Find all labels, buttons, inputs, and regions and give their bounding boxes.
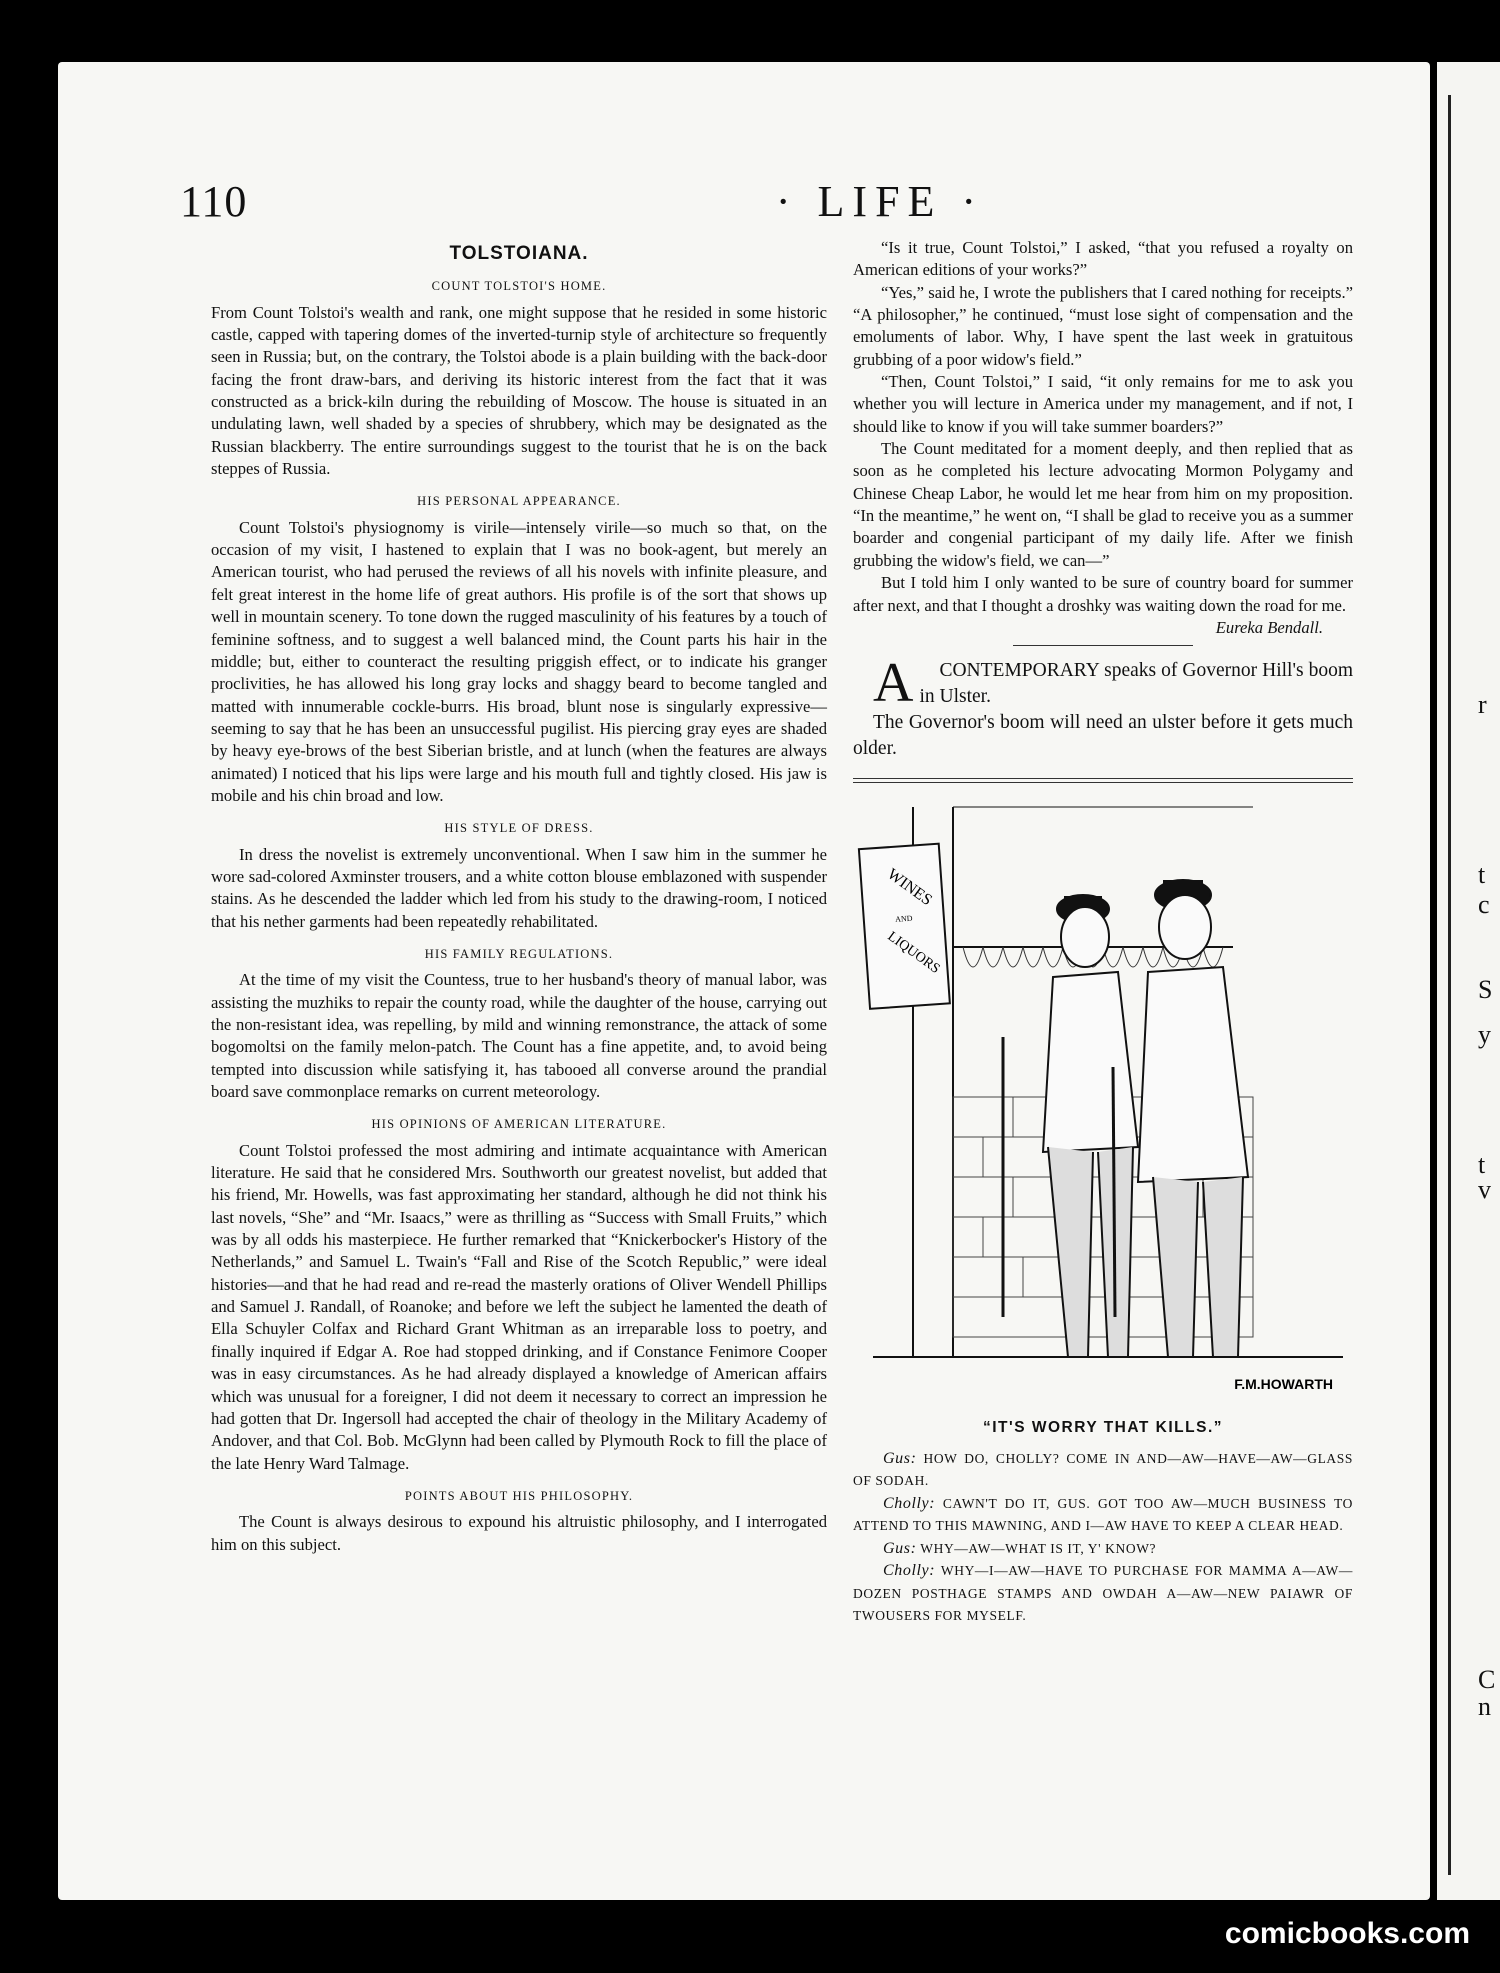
edge-fragment: y bbox=[1478, 1020, 1491, 1049]
cartoon-caption-title: “IT'S WORRY THAT KILLS.” bbox=[982, 1419, 1224, 1437]
page-header bbox=[180, 176, 1360, 236]
section-heading: HIS PERSONAL APPEARANCE. bbox=[417, 494, 621, 509]
dialog-line bbox=[853, 1538, 1353, 1561]
edge-fragment: v bbox=[1478, 1175, 1491, 1204]
paragraph: The Count is always desirous to expound his altruistic philosophy, and I interrogated him on this subject. bbox=[211, 1512, 827, 1554]
edge-fragment: t bbox=[1478, 1150, 1486, 1179]
dialog-text: WHY—AW—WHAT IS IT, Y' KNOW? bbox=[920, 1540, 1157, 1556]
sign-text: AND bbox=[894, 913, 913, 925]
drop-cap: A bbox=[873, 652, 914, 715]
hill-item bbox=[853, 652, 1353, 762]
masthead: · LIFE · bbox=[775, 177, 985, 226]
section-heading: HIS OPINIONS OF AMERICAN LITERATURE. bbox=[371, 1117, 667, 1132]
dialog-line bbox=[853, 1493, 1353, 1538]
section-heading: COUNT TOLSTOI'S HOME. bbox=[431, 279, 607, 294]
dialog-line bbox=[853, 1560, 1353, 1628]
page-gutter bbox=[1448, 95, 1451, 1875]
edge-fragment: r bbox=[1478, 690, 1487, 719]
section-heading: HIS STYLE OF DRESS. bbox=[444, 821, 594, 836]
paragraph: Count Tolstoi's physiognomy is virile—intensely virile—so much so that, on the occasion of my visit, I hastened to explain that I was no book-agent, but merely an American tourist, who had perused the reviews of all his novels with infinite pleasure, and felt great interest in the home life of great authors. His profile is of the sort that shows up well in mountain scenery. To tone down the rugged masculinity of his features by a touch of feminine softness, and to suggest a well balanced mind, the Count parts his hair in the middle; but, either to counteract the resulting priggish effect, or to indicate his granger proclivities, he has allowed his long gray locks and shaggy beard to become tangled and matted with innumerable cockle-burrs. His broad, blunt nose is singularly expressive—seeming to say that he has been an unsuccessful pugilist. His piercing gray eyes are shaded by heavy eye-brows of the best Siberian bristle, and at lunch (when the features are always animated) I noticed that his lips were large and his mouth full and tightly closed. His jaw is mobile and his chin broad and low. bbox=[211, 517, 827, 805]
paragraph: From Count Tolstoi's wealth and rank, one might suppose that he resided in some historic castle, capped with tapering domes of the inverted-turnip style of architecture so frequently seen in Russia; but, on the contrary, the Tolstoi abode is a plain building with the back-door facing the front draw-bars, and deriving its historic interest from the fact that it was constructed as a brick-kiln during the rebuilding of Moscow. The house is situated in an undulating lawn, well shaded by a species of shrubbery, which may be designated as the Russian blackberry. The entire surroundings suggest to the tourist that he is on the back steppes of Russia. bbox=[211, 302, 827, 479]
divider bbox=[1013, 645, 1193, 646]
page-number: 110 bbox=[180, 177, 248, 226]
paragraph: The Governor's boom will need an ulster before it gets much older. bbox=[853, 712, 1353, 760]
article-title: TOLSTOIANA. bbox=[449, 243, 589, 264]
edge-fragment: c bbox=[1478, 890, 1490, 919]
paragraph: At the time of my visit the Countess, true to her husband's theory of manual labor, was assisting the muzhiks to repair the county road, while the daughter of the house, carrying out the non-resistant idea, was repelling, by mild and winning remonstrance, the attack of some bogomoltsi on the family melon-patch. The Count has a fine appetite, and, to avoid being tempted into discussion while satisfying it, has tabooed all converse around the prandial board save commonplace remarks on current meteorology. bbox=[211, 970, 827, 1102]
speaker: Gus: bbox=[883, 1539, 917, 1557]
sign-text: LIQUORS bbox=[884, 929, 943, 978]
dialog-line bbox=[853, 1448, 1353, 1493]
sign-text: WINES bbox=[884, 865, 936, 910]
dialog-text: WHY—I—AW—HAVE TO PURCHASE FOR MAMMA A—AW—DOZEN POSTHAGE STAMPS AND OWDAH A—AW—NEW PAIAWR OF TWOUSERS FOR MYSELF. bbox=[853, 1563, 1353, 1624]
watermark: comicbooks.com bbox=[1224, 1917, 1470, 1950]
dialog-text: HOW DO, CHOLLY? COME IN AND—AW—HAVE—AW—GLASS OF SODAH. bbox=[853, 1450, 1353, 1489]
artist-signature: F.M.HOWARTH bbox=[1234, 1376, 1333, 1393]
paragraph: “Is it true, Count Tolstoi,” I asked, “that you refused a royalty on American editions of your works?” bbox=[853, 238, 1353, 280]
author-signature: Eureka Bendall. bbox=[1215, 617, 1323, 637]
paragraph: The Count meditated for a moment deeply, and then replied that as soon as he completed his lecture advocating Mormon Polygamy and Chinese Cheap Labor, he would let me hear from him on my proposition. “In the meantime,” he went on, “I shall be glad to receive you as a summer boarder and congenial participant of my daily life. After we finish grubbing the widow's field, we can—” bbox=[853, 439, 1353, 570]
section-heading: HIS FAMILY REGULATIONS. bbox=[424, 946, 614, 961]
paragraph: Count Tolstoi professed the most admiring and intimate acquaintance with American literature. He said that he considered Mrs. Southworth our greatest novelist, but added that his friend, Mr. Howells, was fast approximating her standard, although he did not think his last novels, “She” and “Mr. Isaacs,” were as thrilling as “Success with Small Fruits,” which was by all odds his masterpiece. He further remarked that “Knickerbocker's History of the Netherlands,” and Samuel L. Twain's “Fall and Rise of the Scotch Republic,” were ideal histories—and that he had read and re-read the masterly orations of Oliver Wendell Phillips and Samuel J. Randall, of Roanoke; and before we left the subject he lamented the death of Ella Schuyler Colfax and Richard Grant Whitman as an irreparable loss to poetry, and finally inquired if Edgar A. Roe had stopped drinking, and if Constance Fenimore Cooper was in easy circumstances. As he had already displayed a knowledge of American affairs which was unusual for a foreigner, I did not deem it necessary to correct an impression he had gotten that Dr. Ingersoll had accepted the chair of theology in the Military Academy of Andover, and that Col. Bob. McGlynn had been called by Plymouth Rock to fill the place of the late Henry Ward Talmage. bbox=[211, 1140, 827, 1473]
edge-fragment: t bbox=[1478, 860, 1486, 889]
paragraph bbox=[853, 652, 1353, 715]
left-column bbox=[211, 237, 827, 1556]
dialog-text: CAWN'T DO IT, GUS. GOT TOO AW—MUCH BUSINESS TO ATTEND TO THIS MAWNING, AND I—AW HAVE TO KEEP A CLEAR HEAD. bbox=[853, 1495, 1353, 1534]
edge-fragment: n bbox=[1478, 1692, 1491, 1721]
paragraph: “Yes,” said he, I wrote the publishers that I cared nothing for receipts.” “A philosopher,” he continued, “must lose sight of compensation and the emoluments of labor. Why, I have spent the last week in gratuitous grubbing of a poor widow's field.” bbox=[853, 282, 1353, 369]
right-column bbox=[853, 237, 1353, 1628]
speaker: Cholly: bbox=[883, 1494, 936, 1512]
section-heading: POINTS ABOUT HIS PHILOSOPHY. bbox=[404, 1488, 634, 1503]
edge-fragment: C bbox=[1478, 1665, 1496, 1694]
edge-fragment: S bbox=[1478, 975, 1493, 1004]
paragraph: In dress the novelist is extremely unconventional. When I saw him in the summer he wore sad-colored Axminster trousers, and a white cotton blouse emblazoned with suspender stains. As he descended the ladder which led from his study to the drawing-room, I noticed that his nether garments had been repeatedly rehabilitated. bbox=[211, 844, 827, 931]
paragraph-text: CONTEMPORARY speaks of Governor Hill's boom in Ulster. bbox=[919, 660, 1353, 708]
speaker: Cholly: bbox=[883, 1562, 936, 1580]
divider bbox=[853, 778, 1353, 783]
paragraph: But I told him I only wanted to be sure of country board for summer after next, and that I thought a droshky was waiting down the road for me. bbox=[853, 573, 1353, 615]
paragraph: “Then, Count Tolstoi,” I said, “it only remains for me to ask you whether you will lecture in America under my management, and if not, I should like to know if you will take summer boarders?” bbox=[853, 372, 1353, 436]
cartoon-illustration bbox=[853, 797, 1353, 1407]
speaker: Gus: bbox=[883, 1449, 917, 1467]
